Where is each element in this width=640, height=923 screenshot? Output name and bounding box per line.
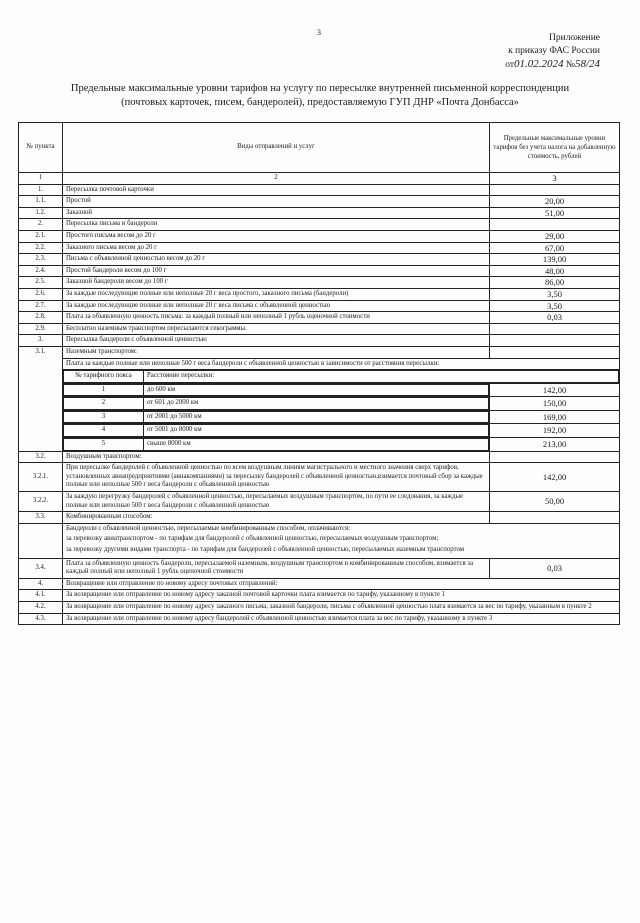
row-price: 67,00 — [490, 242, 620, 254]
row-number: 1. — [19, 184, 63, 196]
row-description: Заказного письма весом до 20 г — [63, 242, 490, 254]
zone-header-cell — [63, 370, 620, 384]
row-number: 3.3. — [19, 512, 63, 524]
row-description: Простого письма весом до 20 г — [63, 230, 490, 242]
table-row — [19, 196, 620, 208]
row-description: Простой — [63, 196, 490, 208]
table-row — [19, 523, 620, 558]
row-description: Плата за объявленную ценность бандероли, пересылаемой наземным, воздушным транспортом и комбинированным способом, взимается за каждый полный или неполный 1 рубль оценочной стоимости — [63, 558, 490, 578]
row-price: 29,00 — [490, 230, 620, 242]
table-row — [19, 242, 620, 254]
table-row — [19, 346, 620, 358]
row-description: За каждые последующие полные или неполные 20 г веса простого, заказного письма (бандероли) — [63, 288, 490, 300]
column-number: 2 — [63, 173, 490, 185]
zone-inner-row — [64, 425, 489, 437]
zone-price: 213,00 — [490, 438, 620, 452]
row-number: 4.3. — [19, 613, 63, 625]
table-row — [19, 312, 620, 324]
row-price — [490, 346, 620, 358]
zone-price: 142,00 — [490, 383, 620, 397]
row-description: За возвращение или отправление по новому адресу бандеролей с объявленной ценностью взимается плата за вес по тарифу, указанному в пункте 3 — [63, 613, 620, 625]
document-title — [40, 82, 600, 110]
row-description: Плата за каждые полные или неполные 500 г веса бандероли с объявленной ценностью в зависимости от расстояния пересылки: — [63, 358, 620, 370]
title-line1: Предельные максимальные уровни тарифов на услугу по пересылке внутренней письменной корреспонденции — [70, 83, 570, 94]
zone-row — [19, 397, 620, 411]
row-description: Заказной бандероли весом до 100 г — [63, 277, 490, 289]
row-price: 20,00 — [490, 196, 620, 208]
row-description: При пересылке бандеролей с объявленной ценностью по всем воздушным линиям магистрального и местного значения сверх тарифов, установленных авиапредприятиями (авиакомпаниями) за пересылку бандеролей с объявленной ценностью,взимается почтовый сбор за каждые полные или неполные 500 г веса бандероли с объявленной ценностью — [63, 463, 490, 492]
row-price — [490, 451, 620, 463]
zone-distance: от 2001 до 5000 км — [144, 411, 489, 423]
column-number-row — [19, 173, 620, 185]
row-description: За каждую перегрузку бандеролей с объявленной ценностью, пересылаемых воздушным транспортом, по пути ее следования, за каждые полные или неполные 500 г веса бандероли с объявленной ценностью — [63, 492, 490, 512]
row-price: 86,00 — [490, 277, 620, 289]
row-price: 139,00 — [490, 254, 620, 266]
row-description: Простой бандероли весом до 100 г — [63, 265, 490, 277]
handwritten-date: 01.02.2024 — [513, 58, 564, 70]
zone-inner — [63, 397, 489, 410]
zone-number: 5 — [64, 439, 144, 451]
zone-inner — [63, 411, 489, 424]
tariff-table — [18, 122, 620, 625]
table-row — [19, 558, 620, 578]
zone-header-row — [19, 370, 620, 384]
row-number: 3.2.2. — [19, 492, 63, 512]
row-number: 2. — [19, 219, 63, 231]
row-number: 4.1. — [19, 590, 63, 602]
table-row — [19, 300, 620, 312]
row-number: 3.2.1. — [19, 463, 63, 492]
detail-line: за перевозку другими видами транспорта - по тарифам для бандеролей с объявленной ценностью, пересылаемых наземным транспортом — [66, 546, 465, 553]
table-row — [19, 613, 620, 625]
zone-inner-row — [64, 439, 489, 451]
row-description: Комбинированным способом: — [63, 512, 490, 524]
row-number: 3.1. — [19, 346, 63, 451]
row-price: 3,50 — [490, 288, 620, 300]
row-description: Воздушным транспортом: — [63, 451, 490, 463]
row-price — [490, 335, 620, 347]
row-price: 0,03 — [490, 558, 620, 578]
annex-date-prefix: от — [505, 60, 514, 70]
row-number: 2.2. — [19, 242, 63, 254]
row-price — [490, 219, 620, 231]
zone-row — [19, 383, 620, 397]
title-line2: (почтовых карточек, писем, бандеролей), предоставляемую ГУП ДНР «Почта Донбасса» — [121, 97, 519, 108]
zone-inner — [63, 438, 489, 451]
row-number: 4.2. — [19, 601, 63, 613]
zone-distance: до 600 км — [144, 384, 489, 396]
zone-inner — [63, 424, 489, 437]
table-row — [19, 590, 620, 602]
row-number: 1.1. — [19, 196, 63, 208]
zone-number: 1 — [64, 384, 144, 396]
row-number: 2.1. — [19, 230, 63, 242]
table-row — [19, 254, 620, 266]
zone-distance: от 5001 до 8000 км — [144, 425, 489, 437]
row-description: За возвращение или отправление по новому адресу заказной почтовой карточки плата взимается по тарифу, указанному в пункте 1 — [63, 590, 620, 602]
zone-number: 3 — [64, 411, 144, 423]
row-number — [19, 523, 63, 558]
zone-price: 169,00 — [490, 410, 620, 424]
zone-number: 2 — [64, 398, 144, 410]
zone-header — [64, 371, 619, 383]
zone-cell — [63, 397, 490, 411]
row-description: Письма с объявленной ценностью весом до 20 г — [63, 254, 490, 266]
row-price: 142,00 — [490, 463, 620, 492]
row-description: Пересылка почтовой карточки — [63, 184, 490, 196]
zone-cell — [63, 424, 490, 438]
row-description: Заказной — [63, 207, 490, 219]
row-price: 50,00 — [490, 492, 620, 512]
handwritten-number: 58/24 — [574, 58, 600, 70]
zone-cell — [63, 438, 490, 452]
table-row — [19, 451, 620, 463]
table-row — [19, 184, 620, 196]
row-number: 2.5. — [19, 277, 63, 289]
row-number: 2.3. — [19, 254, 63, 266]
zone-number: 4 — [64, 425, 144, 437]
page-number: 3 — [317, 28, 321, 37]
zone-table-header — [63, 370, 619, 383]
table-row — [19, 463, 620, 492]
table-row — [19, 512, 620, 524]
zone-price: 150,00 — [490, 397, 620, 411]
zone-number-header: № тарифного пояса — [64, 371, 144, 383]
row-number: 2.4. — [19, 265, 63, 277]
row-description: Наземным транспортом: — [63, 346, 490, 358]
row-number: 2.6. — [19, 288, 63, 300]
row-number: 3.2. — [19, 451, 63, 463]
zone-row — [19, 410, 620, 424]
zone-inner-row — [64, 411, 489, 423]
row-description: Возвращение или отправление по новому адресу почтовых отправлений: — [63, 578, 620, 590]
zone-distance: от 601 до 2000 км — [144, 398, 489, 410]
zone-row — [19, 438, 620, 452]
row-price — [490, 512, 620, 524]
column-number: 3 — [490, 173, 620, 185]
zone-cell — [63, 410, 490, 424]
row-number: 3.4. — [19, 558, 63, 578]
row-number: 2.8. — [19, 312, 63, 324]
zone-inner-row — [64, 398, 489, 410]
row-price: 0,03 — [490, 312, 620, 324]
table-row — [19, 288, 620, 300]
row-description: Пересылка бандероли с объявленной ценностью — [63, 335, 490, 347]
detail-line: за перевозку авиатранспортом - по тарифам для бандеролей с объявленной ценностью, пересылаемых воздушным транспортом; — [66, 535, 439, 543]
row-price: 48,00 — [490, 265, 620, 277]
table-row — [19, 601, 620, 613]
table-row — [19, 277, 620, 289]
zone-price: 192,00 — [490, 424, 620, 438]
table-row — [19, 207, 620, 219]
table-row — [19, 358, 620, 370]
annex-number-prefix: № — [565, 60, 575, 70]
detail-line: Бандероли с объявленной ценностью, пересылаемые комбинированным способом, оплачиваются: — [66, 524, 351, 532]
row-description: Плата за объявленную ценность письма: за каждый полный или неполный 1 рубль оценочной стоимости — [63, 312, 490, 324]
zone-inner — [63, 384, 489, 397]
row-price — [490, 323, 620, 335]
annex-line1: Приложение — [549, 33, 600, 43]
table-row — [19, 323, 620, 335]
table-row — [19, 230, 620, 242]
zone-cell — [63, 383, 490, 397]
column-number: 1 — [19, 173, 63, 185]
row-description: Пересылка письма и бандероли — [63, 219, 490, 231]
row-number: 1.2. — [19, 207, 63, 219]
annex-line3 — [505, 58, 600, 72]
table-row — [19, 219, 620, 231]
table-row — [19, 335, 620, 347]
annex-line2: к приказу ФАС России — [508, 46, 600, 56]
row-3-3-details — [63, 523, 620, 558]
row-number: 4. — [19, 578, 63, 590]
row-description: За возвращение или отправление по новому адресу заказного письма, заказной бандероли, письма с объявленной ценностью плата взимается за вес по тарифу, указанным в пункте 2 — [63, 601, 620, 613]
zone-row — [19, 424, 620, 438]
table-row — [19, 578, 620, 590]
table-row — [19, 265, 620, 277]
annex-block — [505, 32, 600, 72]
row-price: 3,50 — [490, 300, 620, 312]
row-number: 3. — [19, 335, 63, 347]
row-price: 51,00 — [490, 207, 620, 219]
row-price — [490, 184, 620, 196]
row-description: За каждые последующие полные или неполные 20 г веса письма с объявленной ценностью — [63, 300, 490, 312]
header-row — [19, 123, 620, 173]
table-row — [19, 492, 620, 512]
zone-inner-row — [64, 384, 489, 396]
row-number: 2.7. — [19, 300, 63, 312]
row-number: 2.9. — [19, 323, 63, 335]
header-description: Виды отправлений и услуг — [63, 123, 490, 173]
row-description: Бесплатно наземным транспортом пересылаются секограммы. — [63, 323, 490, 335]
zone-distance: свыше 8000 км — [144, 439, 489, 451]
header-number: № пункта — [19, 123, 63, 173]
header-price: Предельные максимальные уровни тарифов без учета налога на добавленную стоимость, рублей — [490, 123, 620, 173]
distance-header: Расстояние пересылки: — [144, 371, 619, 383]
